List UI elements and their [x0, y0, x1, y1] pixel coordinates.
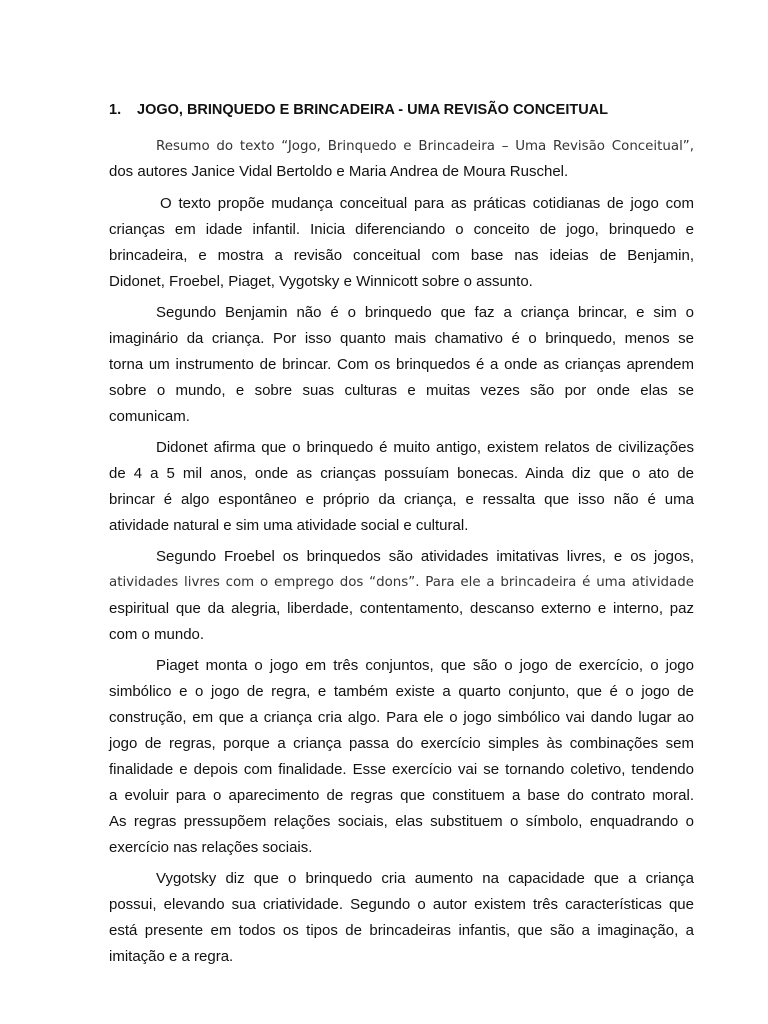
- paragraph-line: a evoluir para o aparecimento de regras que constituem a base do contrato moral.: [109, 787, 694, 804]
- paragraph-line: imitação e a regra.: [109, 948, 234, 965]
- paragraph-line: brincar é algo espontâneo e próprio da criança, e ressalta que isso não é uma: [109, 491, 694, 508]
- paragraph-line: possui, elevando sua criatividade. Segundo o autor existem três características que: [109, 896, 694, 913]
- paragraph-line: de 4 a 5 mil anos, onde as crianças possuíam bonecas. Ainda diz que o ato de: [109, 465, 694, 482]
- paragraph-line: Didonet afirma que o brinquedo é muito antigo, existem relatos de civilizações: [156, 439, 694, 456]
- paragraph-line: simbólico e o jogo de regra, e também existe a quarto conjunto, que é o jogo de: [109, 683, 694, 700]
- paragraph-line: Segundo Froebel os brinquedos são atividades imitativas livres, e os jogos,: [156, 548, 694, 565]
- section-title: JOGO, BRINQUEDO E BRINCADEIRA - UMA REVISÃO CONCEITUAL: [137, 102, 609, 118]
- paragraph-line: comunicam.: [109, 408, 190, 425]
- paragraph-line: construção, em que a criança cria algo. Para ele o jogo simbólico vai dando lugar ao: [109, 709, 694, 726]
- section-number: 1.: [109, 102, 122, 118]
- paragraph-line: torna um instrumento de brincar. Com os brinquedos é a onde as crianças aprendem: [109, 356, 694, 373]
- summary-line: Resumo do texto “Jogo, Brinquedo e Brincadeira – Uma Revisão Conceitual”,: [156, 139, 694, 154]
- paragraph-line: está presente em todos os tipos de brincadeiras infantis, que são a imaginação, a: [109, 922, 694, 939]
- paragraph-line: Didonet, Froebel, Piaget, Vygotsky e Winnicott sobre o assunto.: [109, 273, 533, 290]
- paragraph-line: exercício nas relações sociais.: [109, 839, 313, 856]
- paragraph-line: Vygotsky diz que o brinquedo cria aumento na capacidade que a criança: [156, 870, 694, 887]
- paragraph-line: com o mundo.: [109, 626, 205, 643]
- paragraph-line: crianças em idade infantil. Inicia diferenciando o conceito de jogo, brinquedo e: [109, 221, 694, 238]
- summary-line: dos autores Janice Vidal Bertoldo e Maria Andrea de Moura Ruschel.: [109, 163, 569, 180]
- paragraph-line: As regras pressupõem relações sociais, elas substituem o símbolo, enquadrando o: [109, 813, 694, 830]
- paragraph-line: Segundo Benjamin não é o brinquedo que faz a criança brincar, e sim o: [156, 304, 694, 321]
- paragraph-line: brincadeira, e mostra a revisão conceitual com base nas ideias de Benjamin,: [109, 247, 694, 264]
- paragraph-line: O texto propõe mudança conceitual para as práticas cotidianas de jogo com: [160, 195, 694, 212]
- paragraph-line: finalidade e depois com finalidade. Esse exercício vai se tornando coletivo, tendendo: [109, 761, 694, 778]
- section-heading: [109, 102, 608, 118]
- paragraph-line: Piaget monta o jogo em três conjuntos, que são o jogo de exercício, o jogo: [156, 657, 694, 674]
- paragraph-line: jogo de regras, porque a criança passa do exercício simples às combinações sem: [109, 735, 694, 752]
- paragraph-line: espiritual que da alegria, liberdade, contentamento, descanso externo e interno, paz: [109, 600, 694, 617]
- paragraph-line: atividades livres com o emprego dos “dons”. Para ele a brincadeira é uma atividade: [109, 575, 694, 590]
- paragraph-line: atividade natural e sim uma atividade social e cultural.: [109, 517, 469, 534]
- paragraph-line: sobre o mundo, e sobre suas culturas e muitas vezes são por onde elas se: [109, 382, 694, 399]
- paragraph-line: imaginário da criança. Por isso quanto mais chamativo é o brinquedo, menos se: [109, 330, 694, 347]
